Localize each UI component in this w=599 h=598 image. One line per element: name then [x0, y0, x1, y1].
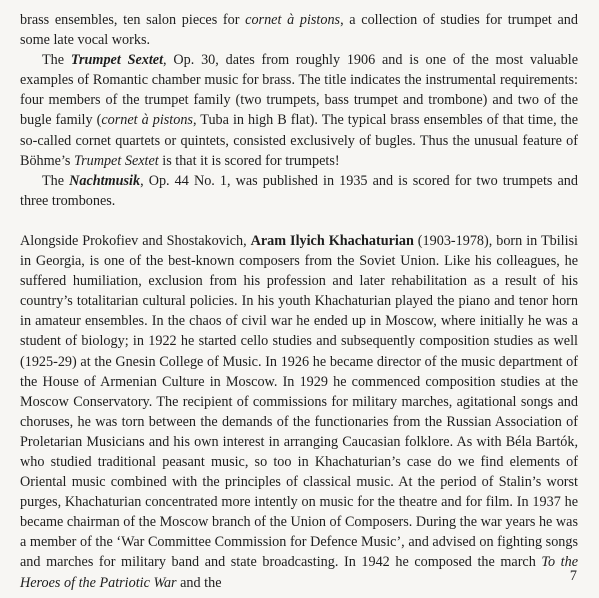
paragraph-khachaturian: Alongside Prokofiev and Shostakovich, Aram Ilyich Khachaturian (1903-1978), born in Tbilisi in Georgia, is one of the best-known composers from the Soviet Union. Like his colleagues, he suffered humiliation, exclusion from his profession and later rehabilitation as a result of his country’s totalitarian cultural policies. In his youth Khachaturian played the piano and tenor horn in amateur ensembles. In the chaos of civil war he ended up in Moscow, where initially he was a student of biology; in 1922 he started cello studies and subsequently composition studies as well (1925-29) at the Gnesin College of Music. In 1926 he became director of the music department of the House of Armenian Culture in Moscow. In 1929 he commenced composition studies at the Moscow Conservatory. The recipient of commissions for military marches, agitational songs and choruses, he was torn between the demands of the functionaries from the Russian Association of Proletarian Musicians and his own interest in arranging Caucasian folklore. As with Béla Bartók, who studied traditional peasant music, so too in Khachaturian’s case do we find elements of Oriental music combined with the principles of classical music. At the period of Stalin’s worst purges, Khachaturian concentrated more intently on music for the theatre and for film. In 1937 he became chairman of the Moscow branch of the Union of Composers. During the war years he was a member of the ‘War Committee Commission for Defence Music’, and advised on fighting songs and marches for military band and state broadcasting. In 1942 he composed the march To the Heroes of the Patriotic War and the	[20, 232, 579, 591]
document-page	[20, 10, 578, 593]
paragraph-nachtmusik: The Nachtmusik, Op. 44 No. 1, was published in 1935 and is scored for two trumpets and three trombones.	[20, 172, 578, 209]
page-number: 7	[569, 568, 577, 584]
paragraph-spacer	[20, 211, 578, 231]
paragraph-intro: brass ensembles, ten salon pieces for cornet à pistons, a collection of studies for trumpet and some late vocal works.	[20, 12, 578, 49]
paragraph-trumpet-sextet: The Trumpet Sextet, Op. 30, dates from roughly 1906 and is one of the most valuable examples of Romantic chamber music for brass. The title indicates the instrumental requirements: four members of the trumpet family (two trumpets, bass trumpet and trombone) and two of the bugle family (cornet à pistons, Tuba in high B flat). The typical brass ensembles of that time, the so-called cornet quartets or quintets, consisted exclusively of bugles. Thus the unusual feature of Böhme’s Trumpet Sextet is that it is scored for trumpets!	[20, 52, 579, 169]
